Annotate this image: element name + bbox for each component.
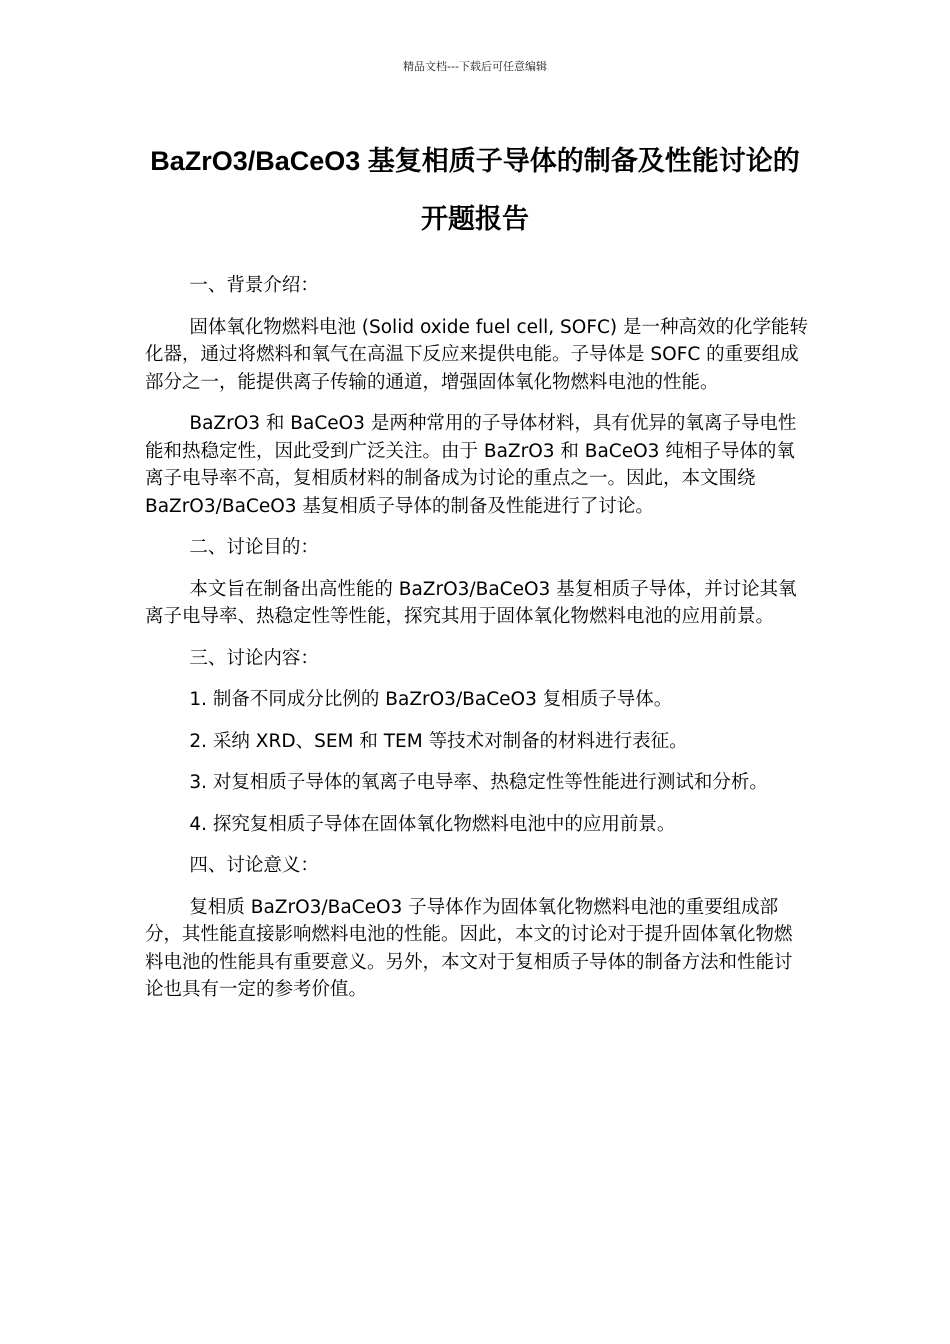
section-heading-content: 三、讨论内容：: [189, 647, 319, 669]
section-heading-purpose: 二、讨论目的：: [189, 537, 319, 558]
list-item: 3. 对复相质子导体的氧离子电导率、热稳定性等性能进行测试和分析。: [189, 772, 768, 793]
list-item: 1. 制备不同成分比例的 BaZrO3/BaCeO3 复相质子导体。: [189, 689, 673, 710]
paragraph: 本文旨在制备出高性能的 BaZrO3/BaCeO3 基复相质子导体，并讨论其氧离子电导率、热稳定性等性能，探究其用于固体氧化物燃料电池的应用前景。: [145, 578, 797, 627]
list-item: 2. 采纳 XRD、SEM 和 TEM 等技术对制备的材料进行表征。: [189, 730, 688, 752]
document-title: BaZrO3/BaCeO3 基复相质子导体的制备及性能讨论的开题报告: [150, 146, 800, 234]
paragraph: 复相质 BaZrO3/BaCeO3 子导体作为固体氧化物燃料电池的重要组成部分，其性能直接影响燃料电池的性能。因此，本文的讨论对于提升固体氧化物燃料电池的性能具有重要意义。另外，本文对于复相质子导体的制备方法和性能讨论也具有一定的参考价值。: [145, 896, 793, 1000]
header-note: 精品文档---下载后可任意编辑: [403, 60, 547, 73]
paragraph: BaZrO3 和 BaCeO3 是两种常用的子导体材料，具有优异的氧离子导电性能和热稳定性，因此受到广泛关注。由于 BaZrO3 和 BaCeO3 纯相子导体的氧离子电导率不高，复相质材料的制备成为讨论的重点之一。因此，本文围绕 BaZrO3/BaCeO3 基复相质子导体的制备及性能进行了讨论。: [145, 413, 797, 517]
section-heading-background: 一、背景介绍：: [189, 275, 319, 296]
section-heading-significance: 四、讨论意义：: [189, 855, 319, 876]
document-body: [145, 272, 809, 1018]
paragraph: 固体氧化物燃料电池 (Solid oxide fuel cell, SOFC) 是一种高效的化学能转化器，通过将燃料和氧气在高温下反应来提供电能。子导体是 SOFC 的重要组成部分之一，能提供离子传输的通道，增强固体氧化物燃料电池的性能。: [145, 316, 808, 393]
list-item: 4. 探究复相质子导体在固体氧化物燃料电池中的应用前景。: [189, 813, 676, 835]
